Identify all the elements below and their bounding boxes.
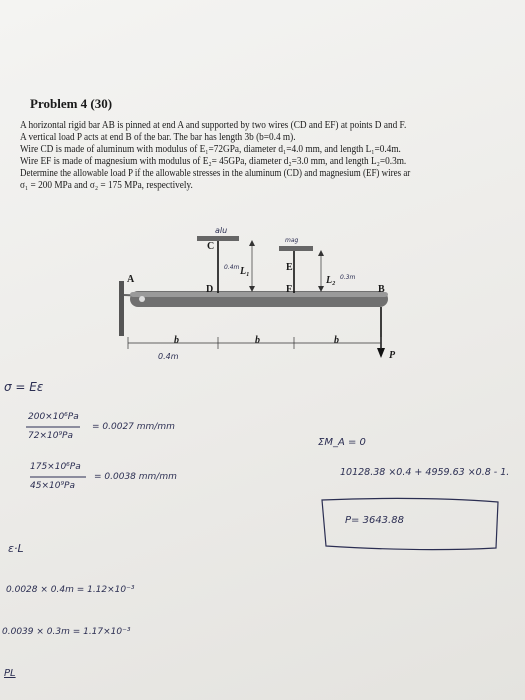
stress1-numerator: 200×10⁶Pa: [28, 412, 79, 422]
statement-line-1: A horizontal rigid bar AB is pinned at end A and supported by two wires (CD and EF) at points D and F.: [20, 120, 407, 131]
pl-note: PL: [4, 668, 16, 679]
l2-label: L₂: [326, 275, 336, 286]
point-c-label: C: [207, 241, 215, 252]
ceiling-e: [279, 246, 313, 251]
span-label-1: b: [174, 335, 179, 346]
moment-equation-header: ΣM_A = 0: [318, 437, 366, 448]
point-e-label: E: [286, 262, 293, 273]
span-label-2: b: [255, 335, 260, 346]
moment-equation: 10128.38 ×0.4 + 4959.63 ×0.8 - 1.: [340, 467, 510, 478]
point-a-label: A: [127, 274, 135, 285]
statement-line-3: Wire CD is made of aluminum with modulus of E₁=72GPa, diameter d₁=4.0 mm, and length L₁=0.4m.: [20, 144, 401, 155]
statement-line-6: σ₁ = 200 MPa and σ₂ = 175 MPa, respectively.: [20, 180, 193, 191]
deformation-2: 0.0039 × 0.3m = 1.17×10⁻³: [2, 627, 131, 637]
epsilon-l: ε·L: [8, 542, 24, 555]
l2-arrow-up: [318, 250, 324, 256]
mag-annotation: mag: [285, 237, 299, 244]
strain1-result: = 0.0027 mm/mm: [92, 422, 175, 432]
hooke-law: σ = Eε: [4, 380, 44, 394]
point-b-label: B: [378, 284, 385, 295]
deformation-1: 0.0028 × 0.4m = 1.12×10⁻³: [6, 585, 135, 595]
stress2-denominator: 45×10⁹Pa: [30, 481, 75, 491]
pin-a: [139, 296, 145, 302]
point-d-label: D: [206, 284, 214, 295]
l2-value-annotation: 0.3m: [340, 274, 356, 281]
load-p-label: P: [389, 350, 396, 361]
statement-line-4: Wire EF is made of magnesium with modulus of E₂= 45GPa, diameter d₂=3.0 mm, and length L₂=0.3m.: [20, 156, 407, 167]
point-f-label: F: [286, 284, 293, 295]
b-value-annotation: 0.4m: [158, 352, 179, 361]
l1-arrow-up: [249, 240, 255, 246]
strain2-result: = 0.0038 mm/mm: [94, 472, 177, 482]
load-arrow: [377, 348, 385, 358]
ceiling-c: [197, 236, 239, 241]
l1-label: L₁: [240, 266, 250, 277]
alu-annotation: alu: [215, 226, 228, 235]
answer-value: P= 3643.88: [345, 515, 404, 526]
span-label-3: b: [334, 335, 339, 346]
statement-line-2: A vertical load P acts at end B of the bar. The bar has length 3b (b=0.4 m).: [20, 132, 296, 143]
problem-title: Problem 4 (30): [30, 96, 113, 111]
l1-value-annotation: 0.4m: [224, 264, 240, 271]
bar-highlight: [130, 292, 388, 297]
statement-line-5: Determine the allowable load P if the allowable stresses in the aluminum (CD) and magnesium (EF) wires ar: [20, 168, 411, 179]
wall-support: [119, 281, 124, 336]
stress1-denominator: 72×10⁹Pa: [28, 431, 73, 441]
stress2-numerator: 175×10⁶Pa: [30, 462, 81, 472]
